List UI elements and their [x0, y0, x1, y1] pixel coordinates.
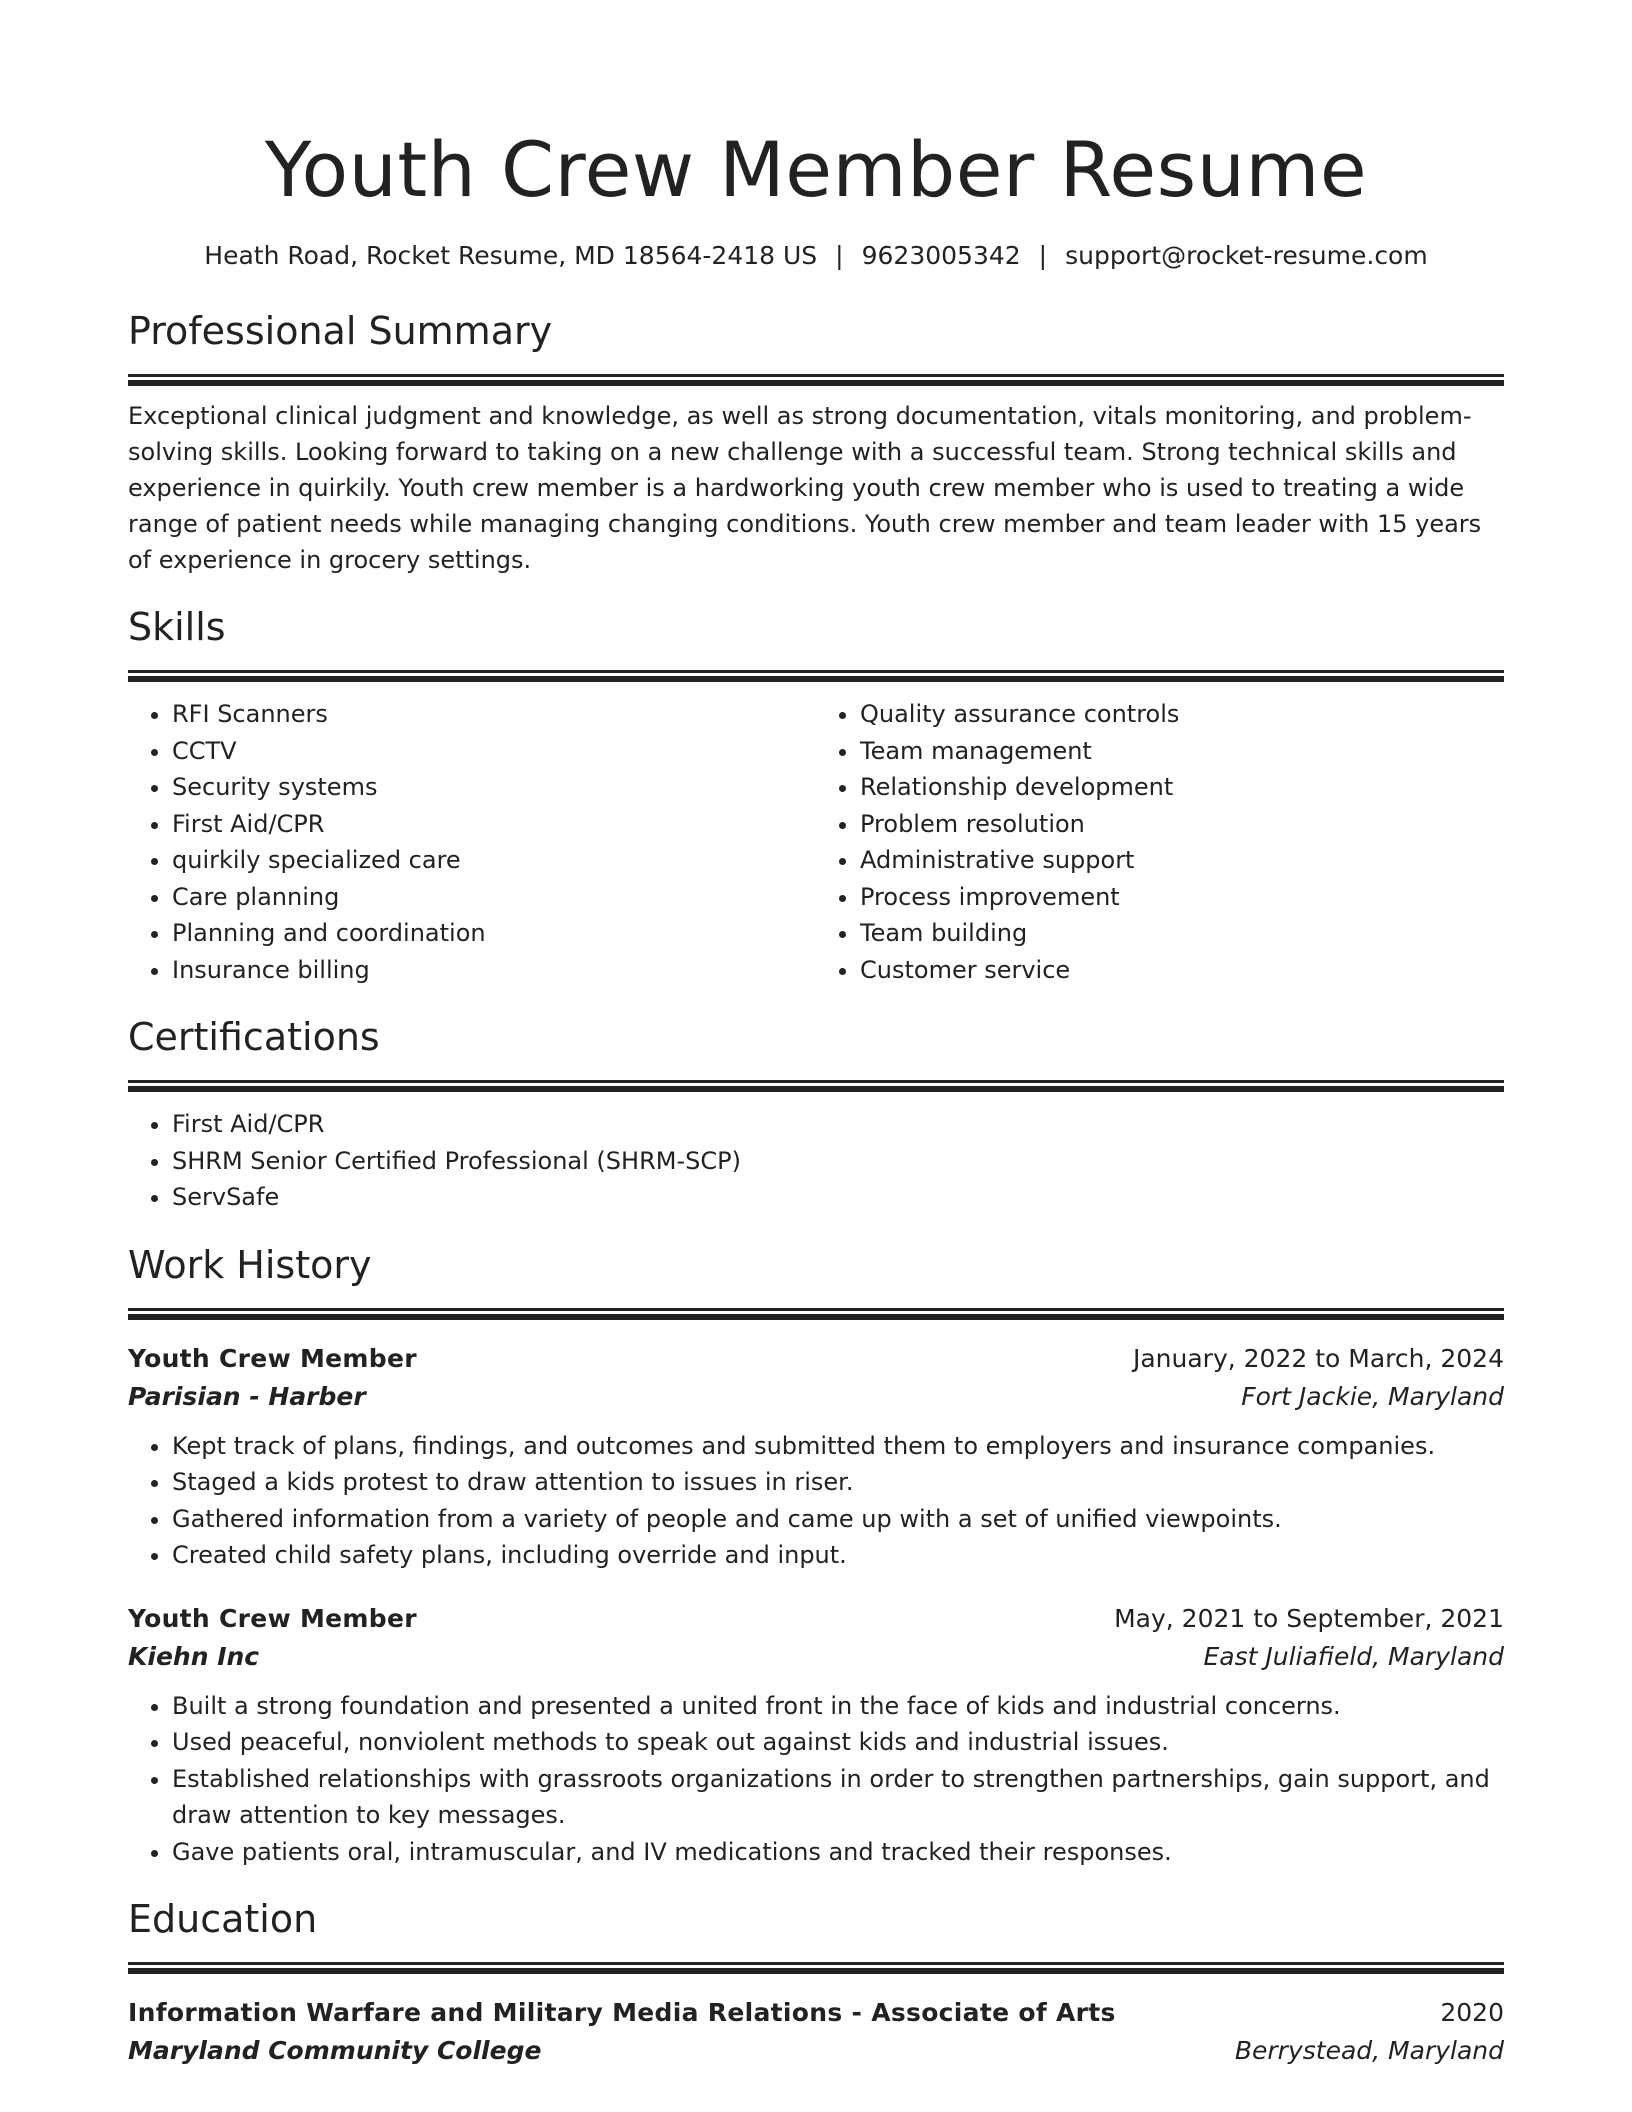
job-bullet: • Used peaceful, nonviolent methods to speak out against kids and industrial issues.: [172, 1724, 1504, 1761]
job-bullet: • Created child safety plans, including override and input.: [172, 1537, 1504, 1574]
skill-item: • quirkily specialized care: [172, 842, 816, 879]
contact-separator: |: [835, 241, 844, 270]
contact-phone: 9623005342: [861, 241, 1021, 270]
certification-item: • ServSafe: [172, 1179, 1504, 1216]
job-company: Parisian - Harber: [128, 1381, 366, 1411]
skill-item: • Care planning: [172, 879, 816, 916]
certifications-section: [128, 1014, 1504, 1216]
job-subheader-row: [128, 1378, 1504, 1416]
skills-section: [128, 604, 1504, 988]
summary-text: Exceptional clinical judgment and knowledge, as well as strong documentation, vitals monitoring, and problem-solving skills. Looking forward to taking on a new challenge with a successful team. Strong technical skills and experience in quirkily. Youth crew member is a hardworking youth crew member who is used to treating a wide range of patient needs while managing changing conditions. Youth crew member and team leader with 15 years of experience in grocery settings.: [128, 402, 1482, 574]
job-location: Fort Jackie, Maryland: [1241, 1381, 1504, 1411]
job-entry: [128, 1340, 1504, 1574]
job-company: Kiehn Inc: [128, 1641, 260, 1671]
section-divider: [128, 670, 1504, 682]
job-title: Youth Crew Member: [128, 1603, 417, 1633]
contact-address: Heath Road, Rocket Resume, MD 18564-2418 US: [204, 241, 818, 270]
skill-item: • Problem resolution: [860, 806, 1504, 843]
education-subheader-row: [128, 2032, 1504, 2070]
education-entry: [128, 1994, 1504, 2070]
education-location: Berrystead, Maryland: [1234, 2036, 1504, 2065]
job-header-row: [128, 1340, 1504, 1378]
education-degree: Information Warfare and Military Media Relations - Associate of Arts: [128, 1998, 1116, 2027]
skill-item: • Team building: [860, 915, 1504, 952]
skill-item: • Customer service: [860, 952, 1504, 989]
work-history-section: [128, 1242, 1504, 1871]
education-year: 2020: [1440, 1998, 1504, 2027]
job-entry: [128, 1600, 1504, 1871]
contact-separator: |: [1038, 241, 1048, 270]
job-dates: January, 2022 to March, 2024: [1132, 1343, 1504, 1373]
skill-item: • Quality assurance controls: [860, 696, 1504, 733]
section-heading-certifications: Certifications: [128, 1015, 380, 1059]
education-school: Maryland Community College: [128, 2036, 542, 2065]
skill-item: • Administrative support: [860, 842, 1504, 879]
education-header-row: [128, 1994, 1504, 2032]
job-location: East Juliafield, Maryland: [1203, 1641, 1504, 1671]
section-heading-skills: Skills: [128, 605, 226, 649]
education-section: [128, 1896, 1504, 2070]
job-bullets: [128, 1428, 1504, 1574]
skill-item: • Security systems: [172, 769, 816, 806]
skill-item: • Planning and coordination: [172, 915, 816, 952]
section-divider: [128, 1962, 1504, 1974]
section-divider: [128, 374, 1504, 386]
job-bullet: • Kept track of plans, findings, and outcomes and submitted them to employers and insurance companies.: [172, 1428, 1504, 1465]
section-divider: [128, 1308, 1504, 1320]
certification-item: • First Aid/CPR: [172, 1106, 1504, 1143]
skill-item: • RFI Scanners: [172, 696, 816, 733]
job-subheader-row: [128, 1638, 1504, 1676]
certification-item: • SHRM Senior Certified Professional (SHRM-SCP): [172, 1143, 1504, 1180]
section-heading-work-history: Work History: [128, 1242, 372, 1287]
job-bullet: • Built a strong foundation and presented a united front in the face of kids and industrial concerns.: [172, 1688, 1504, 1725]
job-title: Youth Crew Member: [128, 1343, 417, 1373]
skills-columns: [128, 696, 1504, 988]
section-heading-summary: Professional Summary: [128, 309, 553, 353]
job-bullet: • Staged a kids protest to draw attention to issues in riser.: [172, 1464, 1504, 1501]
section-heading-education: Education: [128, 1897, 318, 1941]
skill-item: • Process improvement: [860, 879, 1504, 916]
job-bullets: [128, 1688, 1504, 1871]
section-divider: [128, 1080, 1504, 1092]
job-bullet: • Established relationships with grassroots organizations in order to strengthen partnerships, gain support, and draw attention to key messages.: [172, 1761, 1504, 1834]
job-bullet: • Gathered information from a variety of people and came up with a set of unified viewpoints.: [172, 1501, 1504, 1538]
skill-item: • First Aid/CPR: [172, 806, 816, 843]
skill-item: • Team management: [860, 733, 1504, 770]
job-bullet: • Gave patients oral, intramuscular, and IV medications and tracked their responses.: [172, 1834, 1504, 1871]
skills-list-right: [816, 696, 1504, 988]
job-header-row: [128, 1600, 1504, 1638]
resume-title: Youth Crew Member Resume: [264, 125, 1368, 214]
skill-item: • CCTV: [172, 733, 816, 770]
skill-item: • Insurance billing: [172, 952, 816, 989]
skill-item: • Relationship development: [860, 769, 1504, 806]
contact-line: [128, 238, 1504, 274]
skills-list-left: [128, 696, 816, 988]
contact-email: support@rocket-resume.com: [1065, 241, 1428, 270]
summary-section: [128, 308, 1504, 578]
certifications-list: [128, 1106, 1504, 1216]
job-dates: May, 2021 to September, 2021: [1114, 1603, 1504, 1633]
